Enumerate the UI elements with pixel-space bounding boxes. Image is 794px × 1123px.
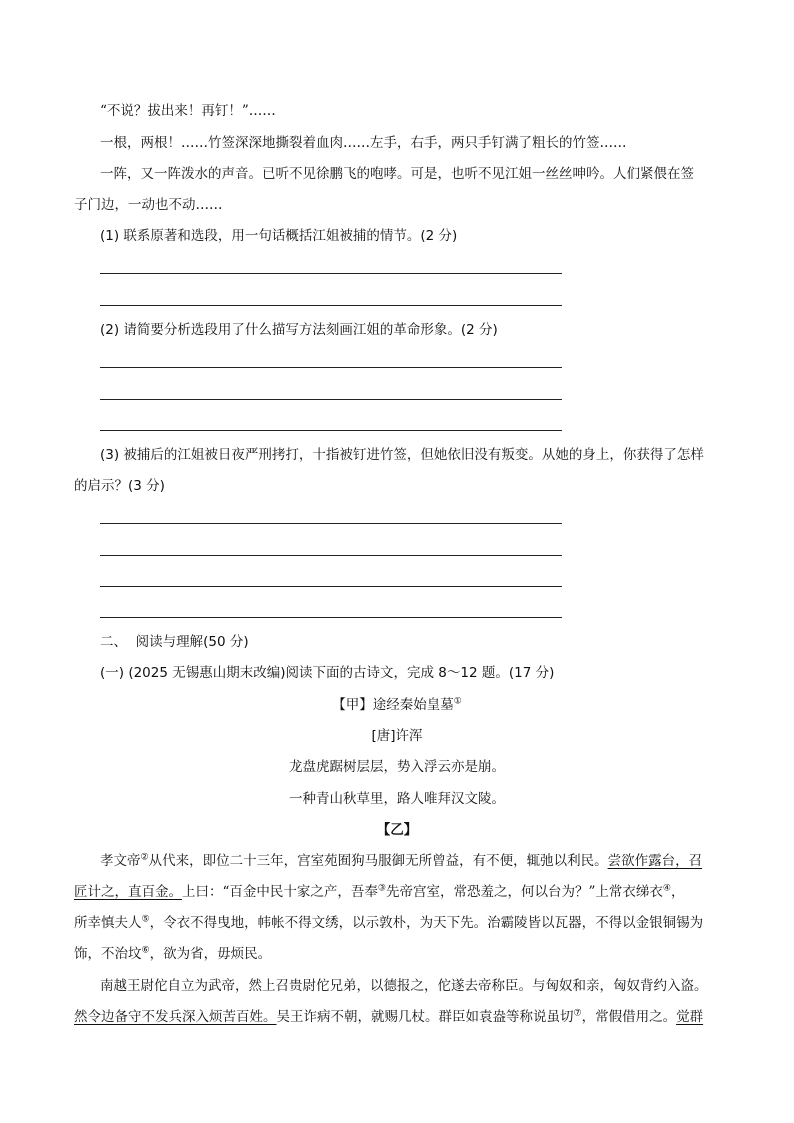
excerpt-line: “不说？拔出来！再钉！”…… — [100, 103, 276, 119]
answer-line[interactable] — [100, 586, 562, 587]
poem-author: [唐]许浑 — [371, 728, 423, 744]
question-2: (2) 请简要分析选段用了什么描写方法刻画江姐的革命形象。(2 分) — [100, 322, 498, 338]
question-1: (1) 联系原著和选段，用一句话概括江姐被捕的情节。(2 分) — [100, 228, 458, 244]
underlined-sentence: 觉群 — [676, 1009, 704, 1025]
prose-line: 饰，不治坟⑥，欲为省，毋烦民。 — [74, 945, 272, 962]
answer-line[interactable] — [100, 617, 562, 618]
answer-line[interactable] — [100, 399, 562, 400]
poem-line: 一种青山秋草里，路人唯拜汉文陵。 — [289, 791, 505, 807]
underlined-sentence: 然令边备守不发兵深入烦苦百姓。 — [74, 1009, 277, 1025]
poem-line: 龙盘虎踞树层层，势入浮云亦是崩。 — [289, 759, 505, 775]
prose-title: 【乙】 — [376, 822, 418, 838]
poem-title: 【甲】途经秦始皇墓① — [332, 696, 462, 713]
footnote-marker: ① — [453, 696, 462, 707]
question-3-continued: 的启示？(3 分) — [74, 478, 165, 494]
section-intro: (一) (2025 无锡惠山期末改编)阅读下面的古诗文，完成 8～12 题。(17 分) — [100, 665, 555, 681]
section-heading: 二、 阅读与理解(50 分) — [100, 634, 249, 650]
excerpt-line: 子门边，一动也不动…… — [74, 197, 223, 213]
footnote-marker: ⑥ — [141, 945, 150, 956]
answer-line[interactable] — [100, 523, 562, 524]
prose-line: 然令边备守不发兵深入烦苦百姓。吴王诈病不朝，就赐几杖。群臣如袁盎等称说虽切⑦，常假借用之。觉群 — [74, 1008, 704, 1025]
answer-line[interactable] — [100, 430, 562, 431]
prose-line: 南越王尉佗自立为武帝，然上召贵尉佗兄弟，以德报之，佗遂去帝称臣。与匈奴和亲，匈奴背约入盗。 — [100, 978, 708, 994]
excerpt-line: 一根，两根！……竹签深深地撕裂着血肉……左手，右手，两只手钉满了粗长的竹签…… — [100, 135, 627, 151]
answer-line[interactable] — [100, 367, 562, 368]
footnote-marker: ④ — [662, 883, 671, 894]
footnote-marker: ③ — [377, 883, 386, 894]
question-3: (3) 被捕后的江姐被日夜严刑拷打，十指被钉进竹签，但她依旧没有叛变。从她的身上，你获得了怎样 — [100, 447, 704, 463]
underlined-sentence: 匠计之，直百金。 — [74, 884, 182, 900]
answer-line[interactable] — [100, 305, 562, 306]
footnote-marker: ② — [140, 852, 149, 863]
footnote-marker: ⑦ — [573, 1008, 582, 1019]
footnote-marker: ⑤ — [141, 914, 150, 925]
prose-line: 匠计之，直百金。上曰：“百金中民十家之产，吾奉③先帝宫室，常恐羞之，何以台为？”上常衣绨衣④， — [74, 883, 685, 900]
underlined-sentence: 尝欲作露台，召 — [607, 853, 703, 869]
excerpt-line: 一阵，又一阵泼水的声音。已听不见徐鹏飞的咆哮。可是，也听不见江姐一丝丝呻吟。人们紧偎在签 — [100, 166, 694, 182]
prose-line: 孝文帝②从代来，即位二十三年，宫室苑囿狗马服御无所曾益，有不便，辄弛以利民。尝欲作露台，召 — [100, 852, 703, 869]
answer-line[interactable] — [100, 555, 562, 556]
answer-line[interactable] — [100, 273, 562, 274]
prose-line: 所幸慎夫人⑤，令衣不得曳地，帏帐不得文绣，以示敦朴，为天下先。治霸陵皆以瓦器，不得以金银铜锡为 — [74, 914, 704, 931]
